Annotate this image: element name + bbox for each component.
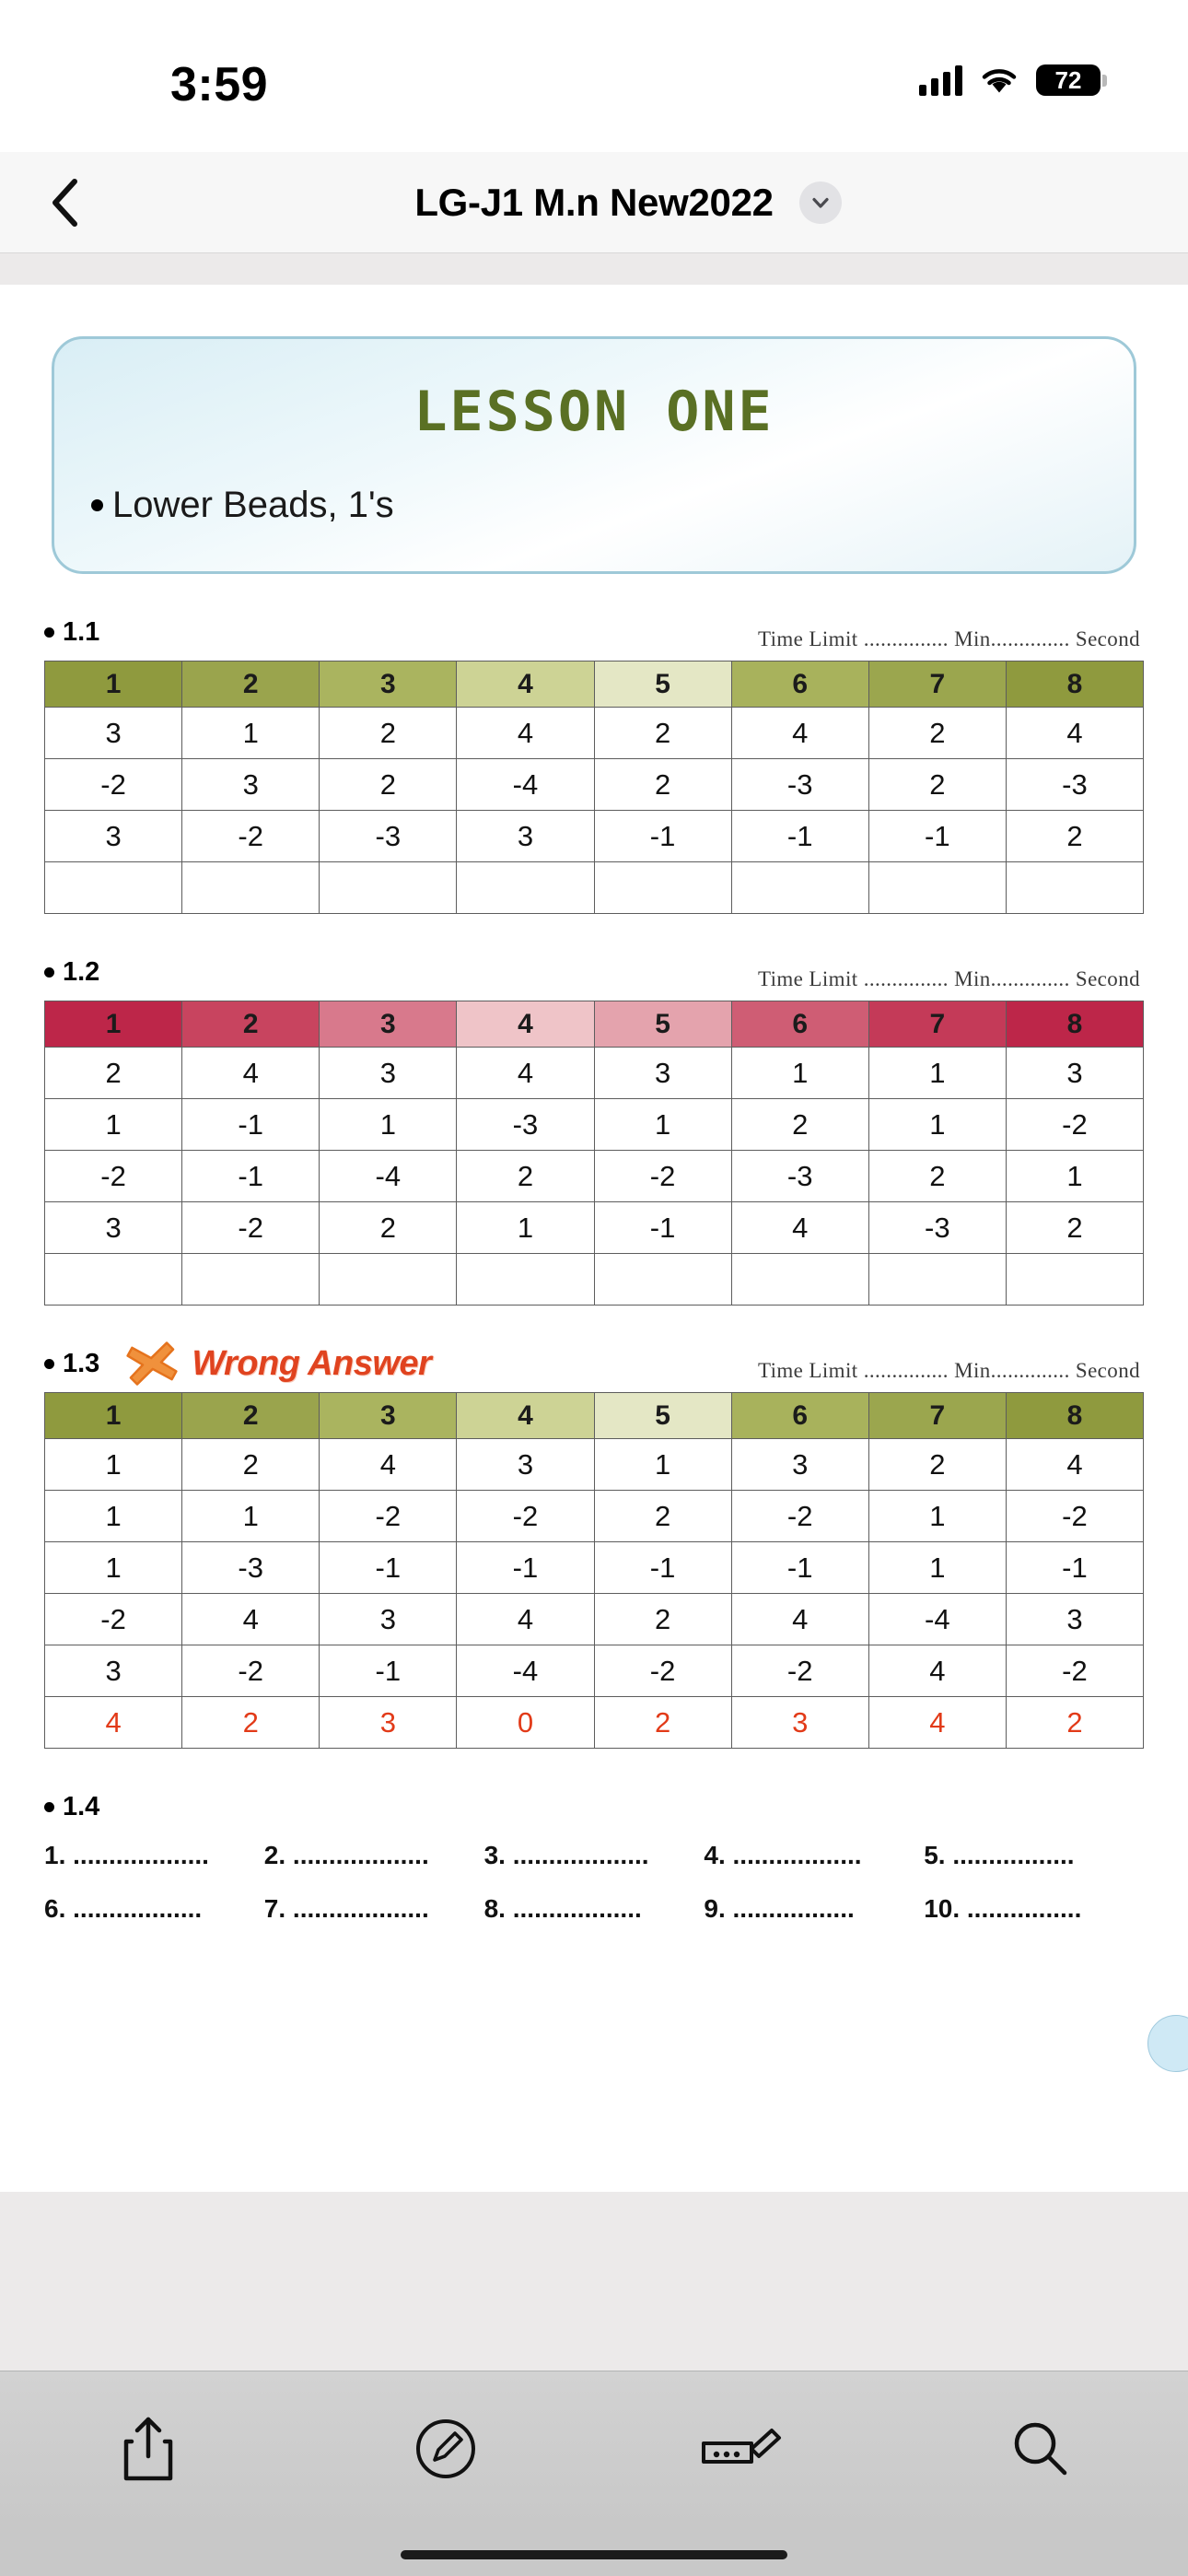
- cell: 1: [868, 1491, 1006, 1542]
- status-icons: [919, 57, 1101, 103]
- column-header: 4: [457, 1393, 594, 1439]
- answer-cell[interactable]: [182, 1254, 320, 1306]
- cell: 2: [594, 708, 731, 759]
- cell: -1: [594, 811, 731, 862]
- cell: -1: [182, 1151, 320, 1202]
- answer-cell[interactable]: [868, 862, 1006, 914]
- markup-pen-icon[interactable]: [390, 2403, 501, 2495]
- annotate-icon[interactable]: [687, 2403, 798, 2495]
- column-header: 2: [182, 1393, 320, 1439]
- exercise-header: [44, 951, 1144, 993]
- column-header: 1: [45, 1001, 182, 1048]
- blank-item[interactable]: 2. ...................: [263, 1841, 429, 1869]
- cell: 1: [182, 1491, 320, 1542]
- lesson-banner: [52, 336, 1136, 574]
- cell: 2: [868, 1151, 1006, 1202]
- blank-item[interactable]: 10. ................: [924, 1894, 1082, 1923]
- answer-cell[interactable]: 2: [594, 1697, 731, 1749]
- cell: 4: [1006, 1439, 1143, 1491]
- cell: 3: [320, 1594, 457, 1645]
- page-side-tab[interactable]: [1147, 2015, 1188, 2072]
- cell: 4: [457, 1594, 594, 1645]
- cell: 4: [731, 1202, 868, 1254]
- cell: 1: [45, 1439, 182, 1491]
- cell: 3: [45, 708, 182, 759]
- table-header-row: [45, 662, 1144, 708]
- column-header: 8: [1006, 662, 1143, 708]
- table-row: [45, 1439, 1144, 1491]
- back-button[interactable]: [37, 175, 92, 230]
- battery-icon: [1036, 64, 1101, 96]
- exercise-1-3: [44, 1342, 1144, 1749]
- table-header-row: [45, 1001, 1144, 1048]
- exercise-label: [44, 1792, 99, 1822]
- column-header: 5: [594, 662, 731, 708]
- answer-cell[interactable]: 4: [45, 1697, 182, 1749]
- cell: 2: [457, 1151, 594, 1202]
- cell: -2: [182, 1645, 320, 1697]
- cell: -1: [731, 811, 868, 862]
- answer-cell[interactable]: [1006, 862, 1143, 914]
- bullet-dot-icon: [44, 967, 54, 978]
- answer-cell[interactable]: [731, 862, 868, 914]
- answer-cell[interactable]: [45, 862, 182, 914]
- cell: -1: [594, 1542, 731, 1594]
- cell: 1: [1006, 1151, 1143, 1202]
- cell: 2: [868, 759, 1006, 811]
- share-icon[interactable]: [93, 2403, 204, 2495]
- answer-cell[interactable]: 2: [1006, 1697, 1143, 1749]
- answer-cell[interactable]: [868, 1254, 1006, 1306]
- cell: -3: [731, 1151, 868, 1202]
- exercise-label: [44, 617, 99, 648]
- exercise-table: [44, 661, 1144, 914]
- cell: 1: [182, 708, 320, 759]
- cell: -2: [457, 1491, 594, 1542]
- cell: 4: [457, 1048, 594, 1099]
- cell: -1: [457, 1542, 594, 1594]
- column-header: 3: [320, 1001, 457, 1048]
- navigation-bar: [0, 152, 1188, 253]
- cell: 4: [731, 1594, 868, 1645]
- bullet-dot-icon: [44, 1802, 54, 1812]
- cell: -3: [868, 1202, 1006, 1254]
- cell: -2: [731, 1645, 868, 1697]
- wifi-icon: [979, 64, 1019, 96]
- blank-item[interactable]: 3. ...................: [483, 1841, 649, 1869]
- x-mark-icon: [123, 1340, 181, 1388]
- table-row: [45, 1594, 1144, 1645]
- answer-cell[interactable]: [182, 862, 320, 914]
- lesson-subtitle-row: [91, 485, 1097, 526]
- exercise-1-2: [44, 951, 1144, 1306]
- column-header: 7: [868, 662, 1006, 708]
- wrong-answer-text: Wrong Answer: [192, 1343, 432, 1383]
- cell: 4: [320, 1439, 457, 1491]
- blank-item[interactable]: 6. ..................: [44, 1894, 203, 1923]
- chevron-down-icon[interactable]: [799, 181, 842, 224]
- cell: -2: [731, 1491, 868, 1542]
- cell: 3: [457, 811, 594, 862]
- cell: 1: [868, 1542, 1006, 1594]
- cell: -1: [594, 1202, 731, 1254]
- cell: 4: [182, 1048, 320, 1099]
- home-indicator: [0, 2525, 1188, 2576]
- cell: 2: [182, 1439, 320, 1491]
- answer-cell[interactable]: [594, 1254, 731, 1306]
- exercise-header: [44, 611, 1144, 653]
- table-row: [45, 1542, 1144, 1594]
- answer-row: [45, 862, 1144, 914]
- cell: -4: [320, 1151, 457, 1202]
- cell: 3: [1006, 1594, 1143, 1645]
- exercise-table: [44, 1001, 1144, 1306]
- column-header: 1: [45, 1393, 182, 1439]
- cell: -2: [182, 1202, 320, 1254]
- cell: -3: [182, 1542, 320, 1594]
- answer-cell[interactable]: [1006, 1254, 1143, 1306]
- status-time: 3:59: [170, 58, 269, 111]
- column-header: 7: [868, 1001, 1006, 1048]
- table-row: [45, 811, 1144, 862]
- column-header: 3: [320, 1393, 457, 1439]
- cell: 2: [868, 1439, 1006, 1491]
- cell: -2: [1006, 1645, 1143, 1697]
- answer-cell[interactable]: [731, 1254, 868, 1306]
- cell: -3: [320, 811, 457, 862]
- exercise-label: [44, 957, 99, 988]
- cell: 4: [731, 708, 868, 759]
- exercise-number: 1.3: [63, 1348, 100, 1378]
- answer-cell[interactable]: 0: [457, 1697, 594, 1749]
- table-row: [45, 1202, 1144, 1254]
- column-header: 6: [731, 1393, 868, 1439]
- cell: -2: [1006, 1491, 1143, 1542]
- cell: 2: [1006, 811, 1143, 862]
- table-row: [45, 1491, 1144, 1542]
- exercise-header: [44, 1786, 1144, 1828]
- answer-cell[interactable]: [594, 862, 731, 914]
- answer-cell[interactable]: 4: [868, 1697, 1006, 1749]
- document-viewer[interactable]: [0, 253, 1188, 2371]
- cell: 2: [594, 759, 731, 811]
- cell: 1: [868, 1099, 1006, 1151]
- cell: -2: [320, 1491, 457, 1542]
- answer-cell[interactable]: 3: [320, 1697, 457, 1749]
- cell: 1: [45, 1491, 182, 1542]
- exercise-label: [44, 1349, 99, 1379]
- cell: -2: [182, 811, 320, 862]
- cell: 2: [1006, 1202, 1143, 1254]
- blank-item[interactable]: 8. ..................: [483, 1894, 642, 1923]
- answer-cell[interactable]: 3: [731, 1697, 868, 1749]
- cell: 3: [45, 811, 182, 862]
- column-header: 6: [731, 1001, 868, 1048]
- answer-cell[interactable]: [320, 1254, 457, 1306]
- cell: -2: [594, 1151, 731, 1202]
- exercise-number: 1.4: [63, 1791, 100, 1821]
- cell: 2: [594, 1491, 731, 1542]
- cell: 3: [45, 1645, 182, 1697]
- cell: 3: [457, 1439, 594, 1491]
- cell: -4: [457, 1645, 594, 1697]
- answer-cell[interactable]: [320, 862, 457, 914]
- table-row: [45, 1099, 1144, 1151]
- column-header: 5: [594, 1393, 731, 1439]
- cell: -1: [182, 1099, 320, 1151]
- cell: -1: [1006, 1542, 1143, 1594]
- cell: -1: [868, 811, 1006, 862]
- cell: -2: [1006, 1099, 1143, 1151]
- bullet-dot-icon: [44, 1359, 54, 1369]
- cell: 4: [868, 1645, 1006, 1697]
- cell: 3: [594, 1048, 731, 1099]
- document-top-gap: [0, 253, 1188, 285]
- page-title: LG-J1 M.n New2022: [414, 180, 774, 224]
- column-header: 2: [182, 1001, 320, 1048]
- column-header: 8: [1006, 1001, 1143, 1048]
- wrong-answer-badge: [123, 1340, 431, 1388]
- column-header: 6: [731, 662, 868, 708]
- cell: 3: [45, 1202, 182, 1254]
- cell: 2: [868, 708, 1006, 759]
- cell: 4: [182, 1594, 320, 1645]
- cell: 1: [457, 1202, 594, 1254]
- time-limit-note: Time Limit ............... Min.............. Second: [757, 627, 1140, 650]
- blank-item[interactable]: 1. ...................: [44, 1841, 209, 1869]
- cell: 3: [182, 759, 320, 811]
- cell: 1: [45, 1099, 182, 1151]
- column-header: 4: [457, 1001, 594, 1048]
- column-header: 7: [868, 1393, 1006, 1439]
- search-icon[interactable]: [984, 2403, 1095, 2495]
- table-row: [45, 1151, 1144, 1202]
- cell: 2: [45, 1048, 182, 1099]
- cell: -1: [320, 1645, 457, 1697]
- lesson-subtitle: Lower Beads, 1's: [112, 485, 394, 525]
- answer-cell[interactable]: 2: [182, 1697, 320, 1749]
- exercise-header: [44, 1342, 1144, 1385]
- blank-item[interactable]: 7. ...................: [263, 1894, 429, 1923]
- cell: 3: [1006, 1048, 1143, 1099]
- table-row: [45, 759, 1144, 811]
- cell: -2: [45, 1151, 182, 1202]
- blank-item[interactable]: 5. .................: [924, 1841, 1075, 1869]
- cell: -3: [731, 759, 868, 811]
- blank-item[interactable]: 4. ..................: [704, 1841, 862, 1869]
- cell: -4: [868, 1594, 1006, 1645]
- time-limit-note: Time Limit ............... Min.............. Second: [757, 1359, 1140, 1382]
- cell: 3: [320, 1048, 457, 1099]
- column-header: 5: [594, 1001, 731, 1048]
- bullet-dot-icon: [91, 499, 103, 511]
- cell: 4: [457, 708, 594, 759]
- cell: 2: [320, 1202, 457, 1254]
- cell: 2: [320, 708, 457, 759]
- cell: -4: [457, 759, 594, 811]
- cell: -1: [731, 1542, 868, 1594]
- column-header: 4: [457, 662, 594, 708]
- exercise-number: 1.2: [63, 956, 100, 987]
- column-header: 3: [320, 662, 457, 708]
- battery-percent: 72: [1054, 65, 1082, 94]
- cell: -2: [594, 1645, 731, 1697]
- cell: -2: [45, 1594, 182, 1645]
- cell: -3: [457, 1099, 594, 1151]
- column-header: 2: [182, 662, 320, 708]
- column-header: 1: [45, 662, 182, 708]
- cell: 2: [731, 1099, 868, 1151]
- document-page: [0, 285, 1188, 2192]
- exercise-table: [44, 1392, 1144, 1749]
- answer-row: [45, 1697, 1144, 1749]
- exercise-1-1: [44, 611, 1144, 914]
- table-row: [45, 1048, 1144, 1099]
- cell: 2: [320, 759, 457, 811]
- cell: 1: [45, 1542, 182, 1594]
- time-limit-note: Time Limit ............... Min.............. Second: [757, 967, 1140, 990]
- table-header-row: [45, 1393, 1144, 1439]
- answer-cell[interactable]: [457, 862, 594, 914]
- document-bottom-gap: [0, 2192, 1188, 2229]
- lesson-title: LESSON ONE: [413, 380, 775, 444]
- cell: 2: [594, 1594, 731, 1645]
- cellular-signal-icon: [919, 64, 962, 96]
- cell: 1: [731, 1048, 868, 1099]
- column-header: 8: [1006, 1393, 1143, 1439]
- exercise-number: 1.1: [63, 616, 100, 647]
- cell: 1: [594, 1099, 731, 1151]
- table-row: [45, 1645, 1144, 1697]
- bottom-toolbar: [0, 2371, 1188, 2525]
- answer-row: [45, 1254, 1144, 1306]
- cell: 1: [320, 1099, 457, 1151]
- blank-item[interactable]: 9. .................: [704, 1894, 855, 1923]
- answer-cell[interactable]: [457, 1254, 594, 1306]
- cell: -3: [1006, 759, 1143, 811]
- cell: 3: [731, 1439, 868, 1491]
- table-row: [45, 708, 1144, 759]
- exercise-1-4: [44, 1786, 1144, 1924]
- cell: 1: [868, 1048, 1006, 1099]
- cell: 1: [594, 1439, 731, 1491]
- cell: 4: [1006, 708, 1143, 759]
- bullet-dot-icon: [44, 627, 54, 638]
- cell: -2: [45, 759, 182, 811]
- blanks-grid: [44, 1841, 1144, 1924]
- status-bar: [0, 0, 1188, 152]
- cell: -1: [320, 1542, 457, 1594]
- answer-cell[interactable]: [45, 1254, 182, 1306]
